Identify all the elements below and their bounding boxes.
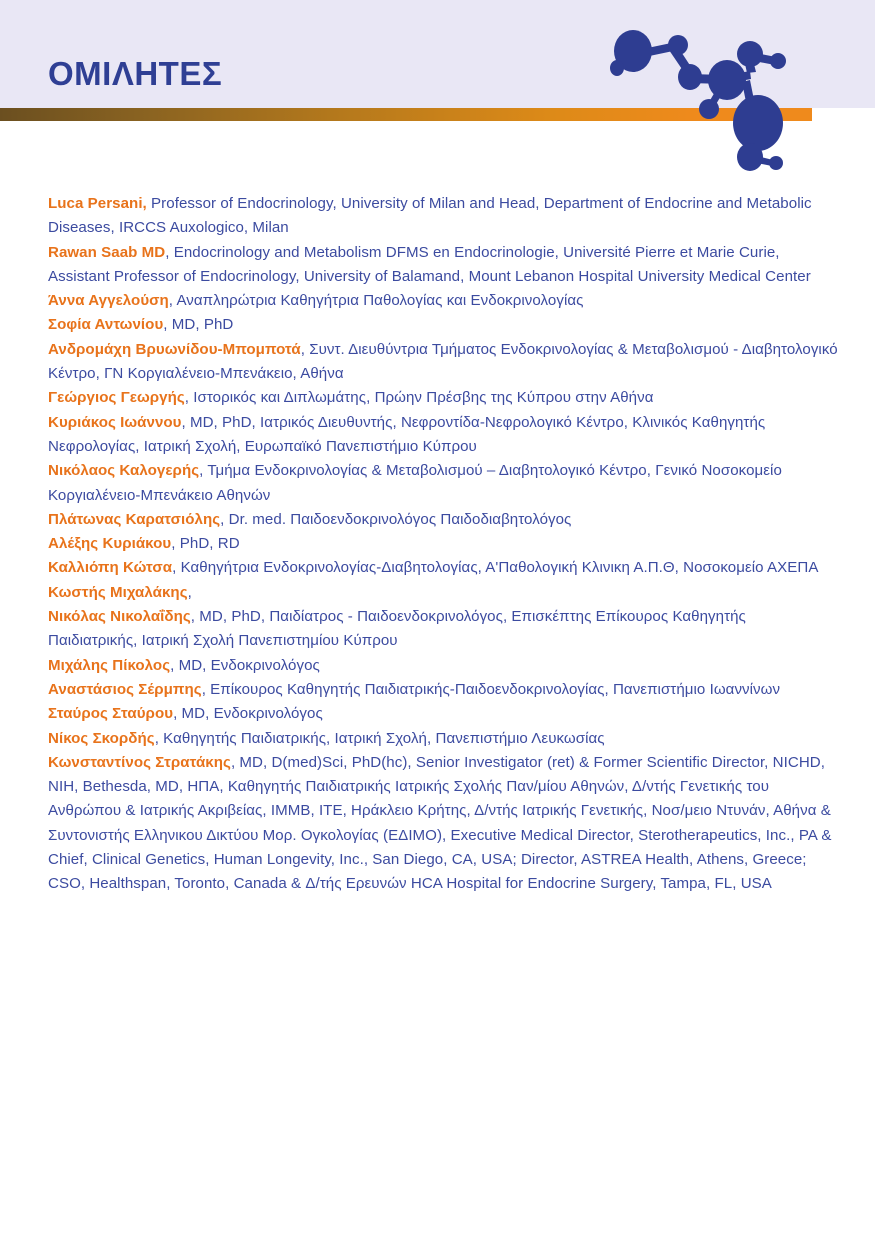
speaker-detail: , MD, Ενδοκρινολόγος bbox=[173, 705, 323, 723]
speaker-name: Κωνσταντίνος Στρατάκης bbox=[48, 753, 231, 771]
speaker-entry bbox=[48, 241, 838, 290]
speaker-entry bbox=[48, 289, 838, 313]
speaker-detail: , MD, D(med)Sci, PhD(hc), Senior Investigator (ret) & Former Scientific Director, NICHD, NIH, Bethesda, MD, ΗΠΑ, Καθηγητής Παιδιατρικής Ιατρικής Σχολής Παν/μίου Αθηνών, Δ/ντής Γενετικής του Ανθρώπου & Ιατρικής Ακριβείας, IMMB, ITE, Ηράκλειο Κρήτης, Δ/ντής Ιατρικής Γενετικής, Νοσ/μειο Ντυνάν, Αθήνα & Συντονιστής Ελληνικου Δικτύου Μορ. Ογκολογίας (ΕΔΙΜΟ), Executive Medical Director, Sterotherapeutics, Inc., PA & Chief, Clinical Genetics, Human Longevity, Inc., San Diego, CA, USA; Director, ASTREA Health, Athens, Greece; CSO, Healthspan, Toronto, Canada & Δ/τής Ερευνών HCA Hospital for Endocrine Surgery, Tampa, FL, USA bbox=[48, 753, 832, 893]
page-title: ΟΜΙΛΗΤΕΣ bbox=[48, 55, 223, 92]
speaker-detail: , MD, PhD, Ιατρικός Διευθυντής, Νεφροντίδα-Νεφρολογικό Κέντρο, Κλινικός Καθηγητής Νεφρολογίας, Ιατρική Σχολή, Ευρωπαϊκό Πανεπιστήμιο Κύπρου bbox=[48, 413, 766, 455]
speaker-entry bbox=[48, 702, 838, 726]
header-divider-bar bbox=[0, 108, 812, 121]
speaker-entry bbox=[48, 313, 838, 337]
speaker-detail: Professor of Endocrinology, University of Milan and Head, Department of Endocrine and Metabolic Diseases, IRCCS Auxologico, Milan bbox=[48, 195, 812, 237]
speaker-entry bbox=[48, 192, 838, 241]
speaker-name: Rawan Saab MD bbox=[48, 243, 166, 261]
speaker-detail: , MD, PhD bbox=[163, 316, 234, 334]
speaker-name: Κυριάκος Ιωάννου bbox=[48, 413, 182, 431]
speaker-entry bbox=[48, 411, 838, 460]
speaker-name: Luca Persani, bbox=[48, 195, 147, 212]
speaker-detail: , MD, PhD, Παιδίατρος - Παιδοενδοκρινολόγος, Επισκέπτης Επίκουρος Καθηγητής Παιδιατρικής, Ιατρική Σχολή Πανεπιστημίου Κύπρου bbox=[48, 608, 746, 650]
speaker-name: Σοφία Αντωνίου bbox=[48, 316, 164, 334]
speaker-entry bbox=[48, 751, 838, 897]
speaker-detail: , MD, Ενδοκρινολόγος bbox=[170, 656, 320, 674]
speaker-detail: , Καθηγητής Παιδιατρικής, Ιατρική Σχολή, Πανεπιστήμιο Λευκωσίας bbox=[154, 729, 605, 747]
speaker-detail: , Endocrinology and Metabolism DFMS en Endocrinologie, Université Pierre et Marie Curie, Assistant Professor of Endocrinology, University of Balamand, Mount Lebanon Hospital University Medical Center bbox=[48, 243, 811, 285]
speaker-entry bbox=[48, 508, 838, 532]
speaker-entry bbox=[48, 459, 838, 508]
speaker-entry bbox=[48, 386, 838, 410]
speaker-entry bbox=[48, 338, 838, 387]
speaker-entry bbox=[48, 532, 838, 556]
speaker-detail: , Τμήμα Ενδοκρινολογίας & Μεταβολισμού – Διαβητολογικό Κέντρο, Γενικό Νοσοκομείο Κοργιαλένειο-Μπενάκειο Αθηνών bbox=[48, 462, 782, 504]
speaker-name: Αναστάσιος Σέρμπης bbox=[48, 680, 202, 698]
speaker-name: Καλλιόπη Κώτσα bbox=[48, 559, 173, 577]
speaker-name: Αλέξης Κυριάκου bbox=[48, 535, 172, 553]
speaker-name: Νικόλας Νικολαΐδης bbox=[48, 608, 191, 626]
speaker-entry bbox=[48, 678, 838, 702]
speaker-name: Νικόλαος Καλογερής bbox=[48, 462, 200, 480]
speaker-name: Γεώργιος Γεωργής bbox=[48, 389, 185, 407]
speaker-name: Κωστής Μιχαλάκης bbox=[48, 583, 188, 601]
speaker-name: Πλάτωνας Καρατσιόλης bbox=[48, 510, 221, 528]
speaker-detail: , Ιστορικός και Διπλωμάτης, Πρώην Πρέσβης της Κύπρου στην Αθήνα bbox=[184, 389, 654, 407]
speaker-detail: , Αναπληρώτρια Καθηγήτρια Παθολογίας και Ενδοκρινολογίας bbox=[168, 292, 584, 310]
speaker-entry bbox=[48, 605, 838, 654]
speaker-entry bbox=[48, 556, 838, 580]
speakers-list bbox=[48, 192, 838, 897]
speaker-detail: , PhD, RD bbox=[171, 535, 240, 553]
speaker-detail: , Καθηγήτρια Ενδοκρινολογίας-Διαβητολογίας, Α'Παθολογική Κλινικη Α.Π.Θ, Νοσοκομείο ΑΧΕΠΑ bbox=[172, 559, 819, 577]
speaker-name: Σταύρος Σταύρου bbox=[48, 705, 174, 723]
speaker-detail: , bbox=[187, 583, 192, 601]
page-header bbox=[0, 0, 875, 181]
speaker-name: Ανδρομάχη Βρυωνίδου-Μπομποτά bbox=[48, 340, 301, 358]
speaker-detail: , Επίκουρος Καθηγητής Παιδιατρικής-Παιδοενδοκρινολογίας, Πανεπιστήμιο Ιωαννίνων bbox=[201, 680, 781, 698]
speaker-entry bbox=[48, 654, 838, 678]
speaker-name: Άννα Αγγελούση bbox=[48, 292, 169, 310]
speaker-entry bbox=[48, 727, 838, 751]
speaker-name: Μιχάλης Πίκολος bbox=[48, 656, 171, 674]
speaker-detail: , Συντ. Διευθύντρια Τμήματος Ενδοκρινολογίας & Μεταβολισμού - Διαβητολογικό Κέντρο, ΓΝ Κοργιαλένειο-Μπενάκειο, Αθήνα bbox=[48, 340, 838, 383]
speaker-name: Νίκος Σκορδής bbox=[48, 729, 155, 747]
speaker-detail: , Dr. med. Παιδοενδοκρινολόγος Παιδοδιαβητολόγος bbox=[220, 510, 572, 528]
speaker-entry bbox=[48, 581, 838, 605]
